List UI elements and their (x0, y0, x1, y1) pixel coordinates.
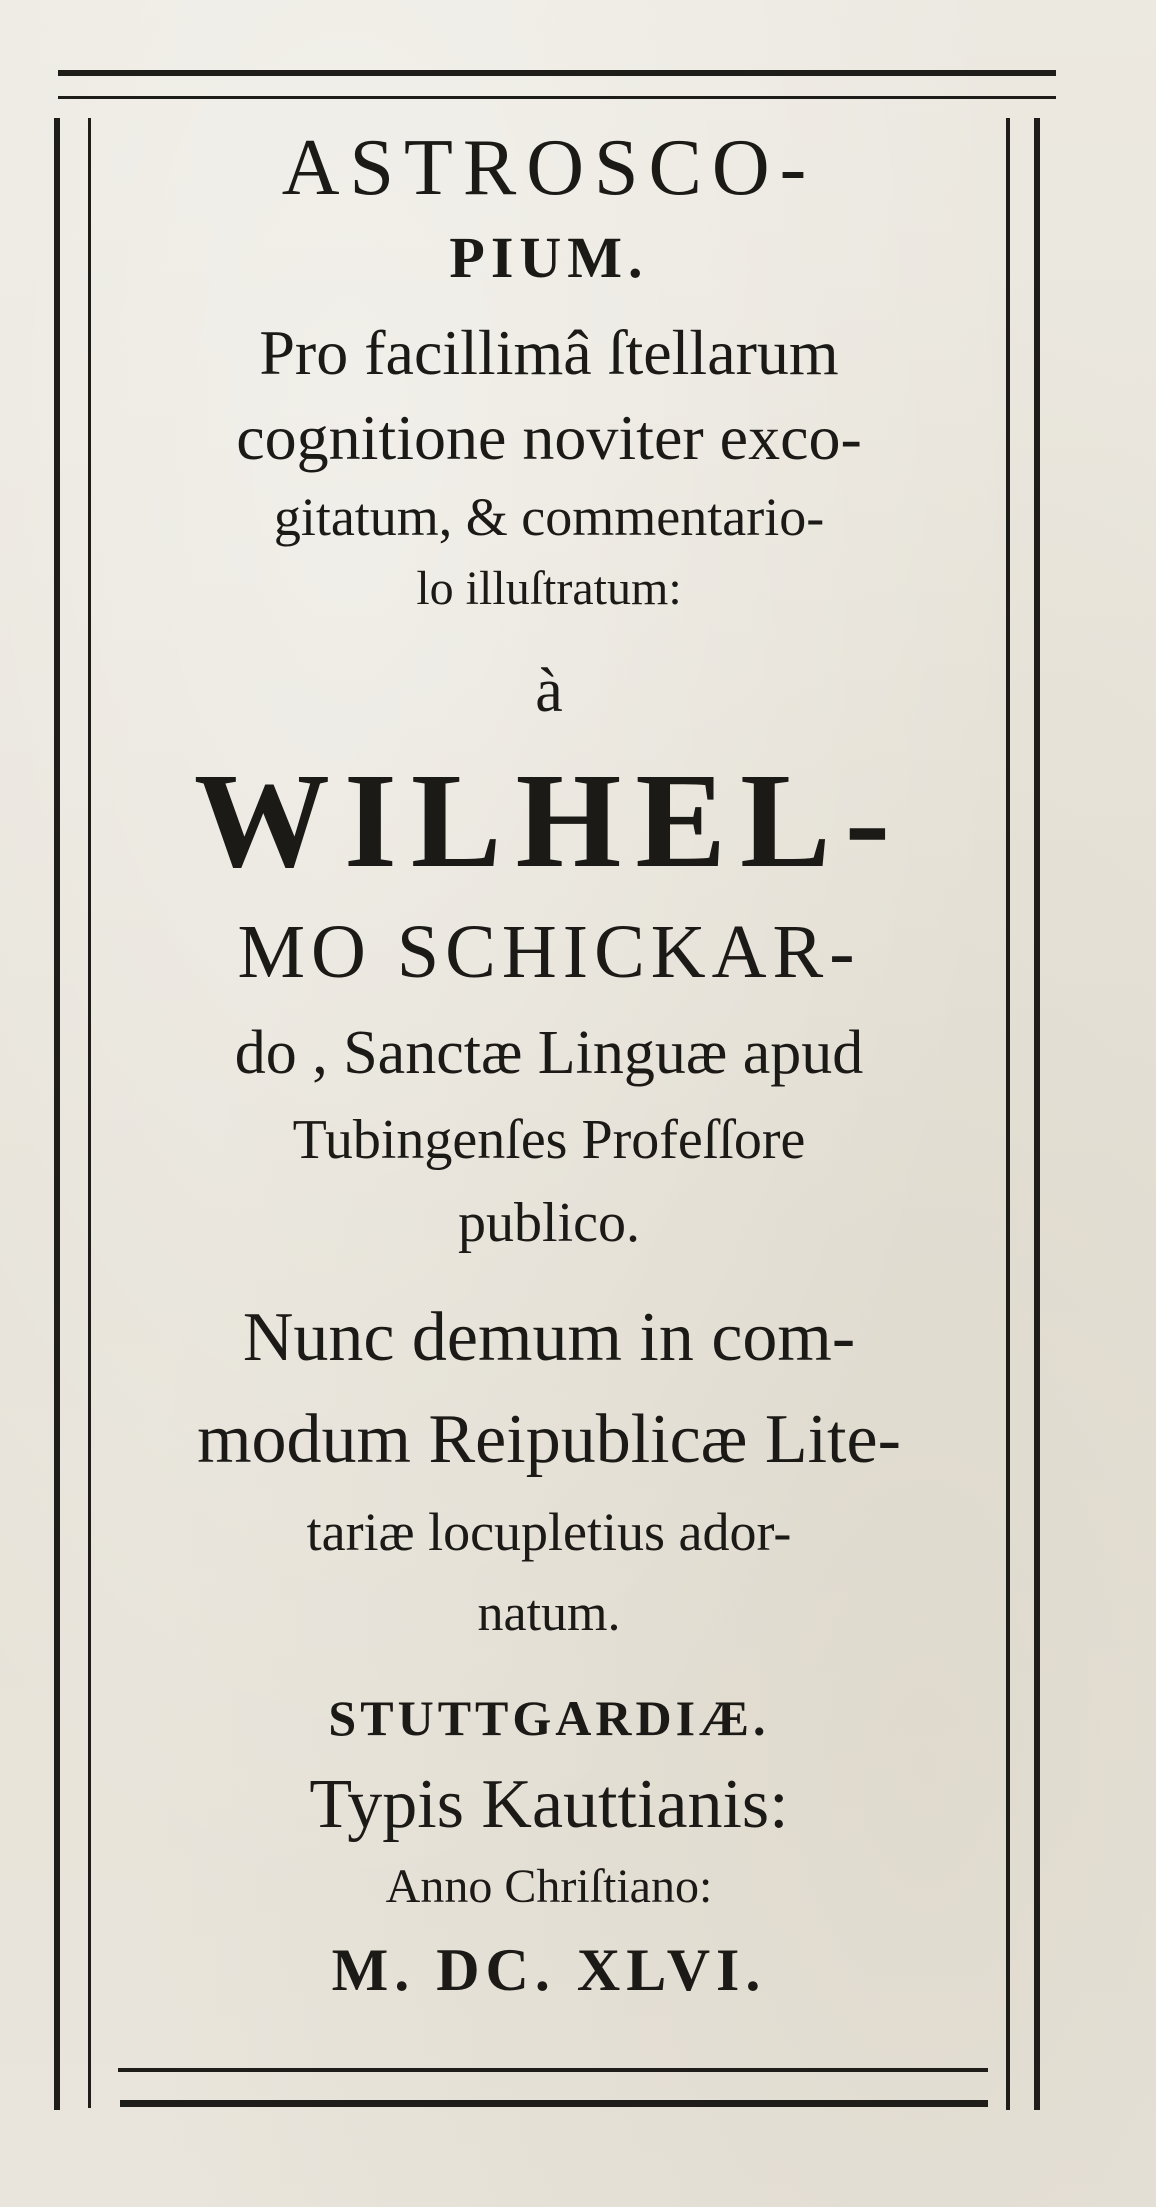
frame-rule-left-outer (54, 118, 60, 2110)
frame-rule-top-inner (58, 96, 1056, 99)
author-name-line: WILHEL- (193, 746, 905, 896)
author-title-line: do , Sanctæ Linguæ apud (234, 1019, 864, 1087)
title-line: PIUM. (449, 225, 649, 290)
title-line: ASTROSCO- (281, 124, 817, 212)
subtitle-line: gitatum, & commentario- (273, 487, 825, 547)
subtitle-line: lo illuſtratum: (416, 562, 682, 615)
imprint-year-label: Anno Chriſtiano: (385, 1860, 713, 1913)
frame-rule-left-inner (88, 118, 91, 2108)
edition-line: Nunc demum in com- (242, 1299, 856, 1376)
imprint-printer: Typis Kauttianis: (309, 1766, 789, 1843)
frame-rule-right-inner (1006, 118, 1010, 2110)
frame-rule-right-outer (1034, 118, 1040, 2110)
subtitle-line: Pro facillimâ ſtellarum (259, 317, 839, 388)
edition-line: tariæ locupletius ador- (306, 1502, 792, 1562)
frame-rule-top-outer (58, 70, 1056, 76)
imprint-year: M. DC. XLVI. (331, 1937, 767, 2003)
subtitle-line: cognitione noviter exco- (236, 402, 862, 473)
author-title-line: publico. (458, 1192, 640, 1254)
author-title-line: Tubingenſes Profeſſore (292, 1109, 806, 1171)
frame-rule-bottom-inner (118, 2068, 988, 2072)
edition-line: modum Reipublicæ Lite- (197, 1401, 901, 1478)
imprint-place: STUTTGARDIÆ. (328, 1690, 770, 1746)
title-text-block (96, 118, 1002, 2018)
edition-line: natum. (477, 1585, 621, 1642)
frame-rule-bottom-outer (120, 2100, 988, 2107)
author-name-line: MO SCHICKAR- (237, 910, 861, 994)
by-line: à (535, 657, 563, 725)
